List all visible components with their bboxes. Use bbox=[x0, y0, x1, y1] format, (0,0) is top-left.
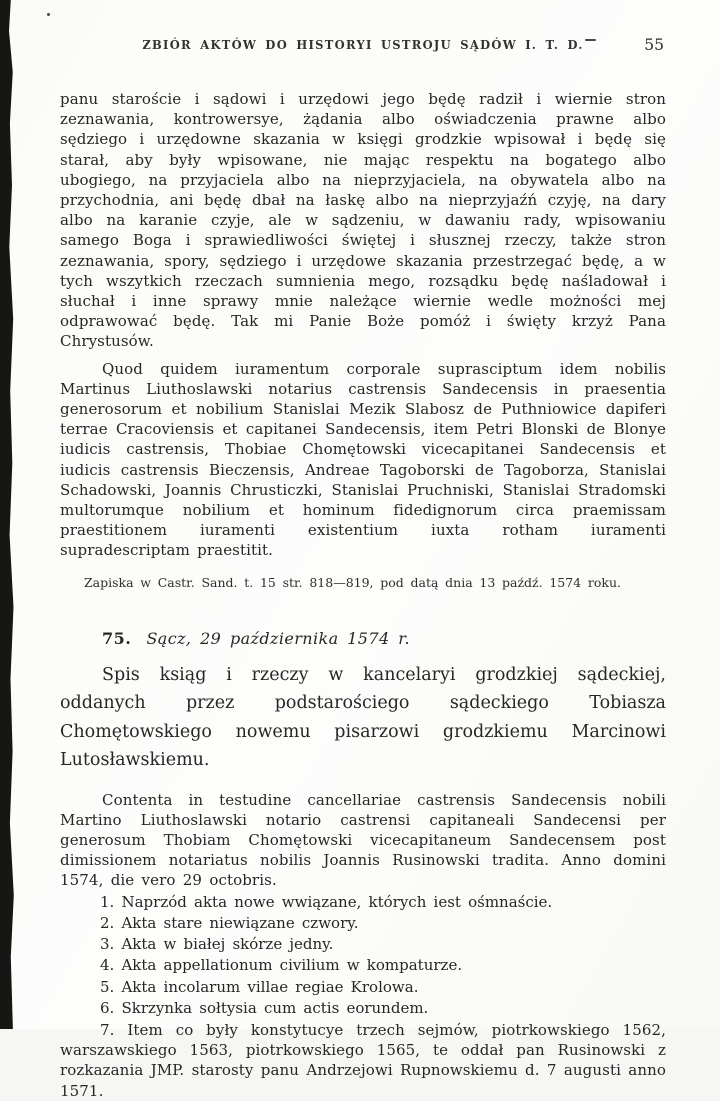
page-number: 55 bbox=[644, 36, 664, 54]
entry-heading bbox=[102, 629, 666, 648]
inventory-list bbox=[60, 892, 666, 1019]
list-item: 5. Akta incolarum villae regiae Krolowa. bbox=[100, 977, 419, 996]
list-item: 6. Skrzynka sołtysia cum actis eorundem. bbox=[100, 998, 429, 1017]
source-footnote: Zapiska w Castr. Sand. t. 15 str. 818—819, pod datą dnia 13 paźdź. 1574 roku. bbox=[84, 574, 621, 590]
entry-dateline: Sącz, 29 października 1574 r. bbox=[146, 628, 410, 648]
entry-summary: Spis ksiąg i rzeczy w kancelaryi grodzkiej sądeckiej, oddanych przez podstarościego sądeckiego Tobiasza Chomętowskiego nowemu pisarzowi grodzkiemu Marcinowi Lutosławskiemu. bbox=[60, 664, 666, 771]
entry-intro-latin: Contenta in testudine cancellariae castrensis Sandecensis nobili Martino Liuthoslawski notario castrensi capitaneali Sandecensi per generosum Thobiam Chomętowski vicecapitaneum Sandecensem post dimissionem notariatus nobilis Joannis Rusinowski tradita. Anno domini 1574, die vero 29 octobris. bbox=[60, 790, 666, 890]
entry-number: 75. bbox=[102, 628, 132, 648]
list-item: 4. Akta appellationum civilium w kompaturze. bbox=[100, 956, 463, 975]
page-header bbox=[60, 38, 666, 56]
oath-attestation-latin: Quod quidem iuramentum corporale suprasciptum idem nobilis Martinus Liuthoslawski notarius castrensis Sandecensis in praesentia generosorum et nobilium Stanislai Mezik Slabosz de Puthniowice dapiferi terrae Cracoviensis et capitanei Sandecensis, item Petri Blonski de Blonye iudicis castrensis, Thobiae Chomętowski vicecapitanei Sandecensis et iudicis castrensis Bieczensis, Andreae Tagoborski de Tagoborza, Stanislai Schadowski, Joannis Chrusticzki, Stanislai Pruchniski, Stanislai Stradomski multorumque nobilium et hominum fidedignorum circa praemissam praestitionem iuramenti existentium iuxta rotham iuramenti supradescriptam praestitit. bbox=[60, 359, 666, 560]
list-item-seven: 7. Item co były konstytucye trzech sejmów, piotrkowskiego 1562, warszawskiego 1563, piotrkowskiego 1565, te oddał pan Rusinowski z rozkazania JMP. starosty panu Andrzejowi Rupnowskiemu d. 7 augusti anno 1571. bbox=[60, 1020, 666, 1100]
oath-paragraph-polish: panu staroście i sądowi i urzędowi jego będę radził i wiernie stron zeznawania, kontrowersye, żądania albo oświadczenia prawne albo sędziego i urzędowne skazania w księgi grodzkie wpisował i będę się starał, aby były wpisowane, nie mając respektu na bogatego albo ubogiego, na przyjaciela albo na nieprzyjaciela, na obywatela albo na przychodnia, ani będę dbał na łaskę albo na nieprzyjaźń czyję, na dary albo na karanie czyje, ale w sądzeniu, w dawaniu rady, wpisowaniu samego Boga i sprawiedliwości świętej i słusznej rzeczy, także stron zeznawania, spory, sędziego i urzędowe skazania przestrzegać będę, a w tych wszytkich rzeczach sumnienia mego, rozsądku będę naśladował i słuchał i inne sprawy mnie należące wiernie wedle możności mej odprawować będę. Tak mi Panie Boże pomóż i święty krzyż Pana Chrystusów. bbox=[60, 90, 666, 351]
list-item: 3. Akta w białej skórze jedny. bbox=[100, 935, 334, 954]
list-item: 1. Naprzód akta nowe wwiązane, których iest ośmnaście. bbox=[100, 892, 553, 911]
list-item: 2. Akta stare niewiązane czwory. bbox=[100, 913, 359, 932]
running-title: ZBIÓR AKTÓW DO HISTORYI USTROJU SĄDÓW I. T. D. bbox=[142, 37, 584, 53]
